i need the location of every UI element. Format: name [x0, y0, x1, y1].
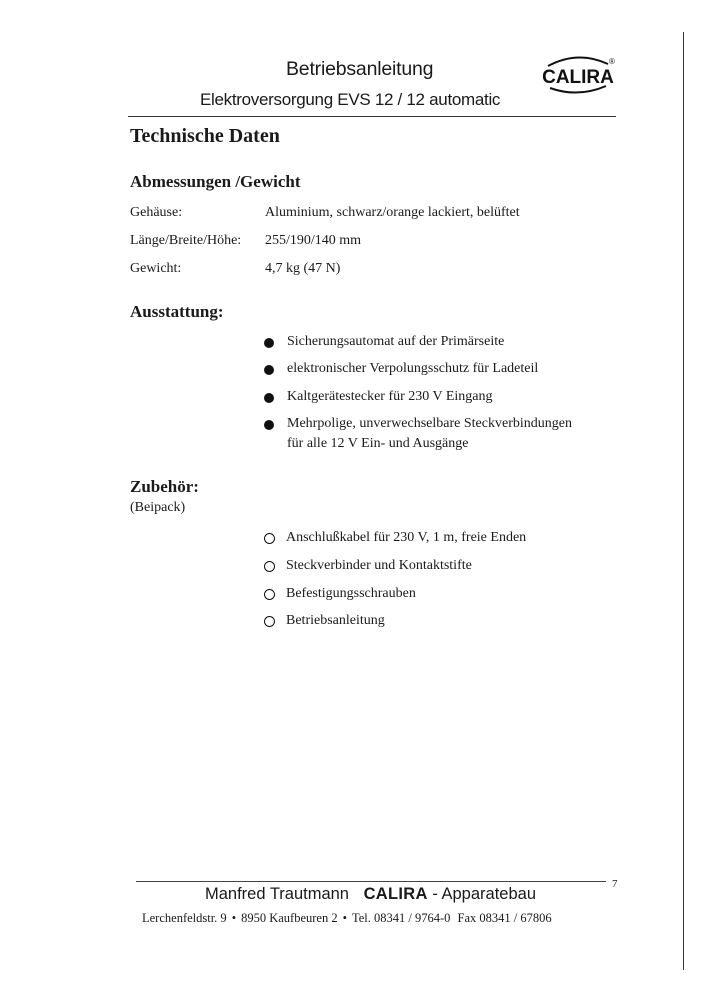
list-item [264, 558, 472, 576]
spec-value-weight: 4,7 kg (47 N) [265, 261, 341, 276]
accessory-item-text: Betriebsanleitung [286, 613, 385, 628]
document-title: Betriebsanleitung [286, 58, 434, 80]
open-bullet-icon [264, 589, 275, 600]
footer-company-line [205, 885, 536, 904]
bullet-separator-icon: • [342, 911, 347, 925]
footer-divider [136, 881, 606, 882]
list-item [264, 586, 416, 604]
list-item [264, 361, 538, 379]
section-title: Technische Daten [130, 125, 280, 147]
spec-value-housing: Aluminium, schwarz/orange lackiert, belüftet [265, 205, 520, 220]
spec-label-housing: Gehäuse: [130, 205, 183, 220]
list-item [264, 334, 504, 352]
footer-brand: CALIRA [363, 885, 428, 903]
open-bullet-icon [264, 616, 275, 627]
filled-bullet-icon [264, 420, 274, 430]
company-name: Manfred Trautmann [205, 885, 349, 903]
footer-address-line [142, 911, 552, 926]
filled-bullet-icon [264, 338, 274, 348]
footer-fax: Fax 08341 / 67806 [457, 911, 552, 925]
footer-city: 8950 Kaufbeuren 2 [241, 911, 338, 925]
header-divider [128, 116, 616, 117]
equipment-item-text: Sicherungsautomat auf der Primärseite [287, 334, 505, 349]
bullet-separator-icon: • [231, 911, 237, 925]
calira-logo [538, 52, 618, 98]
list-item [264, 613, 385, 631]
list-item [264, 389, 493, 407]
footer-street: Lerchenfeldstr. 9 [142, 911, 227, 925]
spec-label-weight: Gewicht: [130, 261, 182, 276]
logo-text: CALIRA [542, 67, 614, 88]
logo-registered-mark: ® [609, 57, 615, 66]
open-bullet-icon [264, 561, 275, 572]
equipment-item-line-1: Mehrpolige, unverwechselbare Steckverbindungen [287, 416, 572, 431]
equipment-item-line-2: für alle 12 V Ein- und Ausgänge [287, 436, 469, 451]
accessory-item-text: Anschlußkabel für 230 V, 1 m, freie Enden [286, 530, 527, 545]
open-bullet-icon [264, 533, 275, 544]
accessory-item-text: Steckverbinder und Kontaktstifte [286, 558, 472, 573]
accessories-heading: Zubehör: [130, 477, 199, 496]
list-item [264, 530, 526, 548]
filled-bullet-icon [264, 365, 274, 375]
equipment-item-text [287, 414, 572, 454]
equipment-item-text: Kaltgerätestecker für 230 V Eingang [287, 389, 493, 404]
equipment-item-text: elektronischer Verpolungsschutz für Ladeteil [287, 361, 539, 376]
spec-label-dimensions: Länge/Breite/Höhe: [130, 233, 242, 248]
accessories-subheading: (Beipack) [130, 500, 186, 515]
footer-phone: Tel. 08341 / 9764-0 [351, 911, 451, 925]
calira-logo-icon [538, 52, 618, 98]
document-subtitle: Elektroversorgung EVS 12 / 12 automatic [200, 90, 501, 109]
filled-bullet-icon [264, 393, 274, 403]
page-number: 7 [612, 878, 618, 890]
accessory-item-text: Befestigungsschrauben [286, 586, 416, 601]
dimensions-heading: Abmessungen /Gewicht [130, 172, 301, 191]
footer-division: - Apparatebau [432, 885, 536, 903]
spec-value-dimensions: 255/190/140 mm [265, 233, 362, 248]
equipment-heading: Ausstattung: [130, 302, 224, 321]
scan-edge-line [683, 32, 684, 970]
list-item [264, 416, 572, 454]
